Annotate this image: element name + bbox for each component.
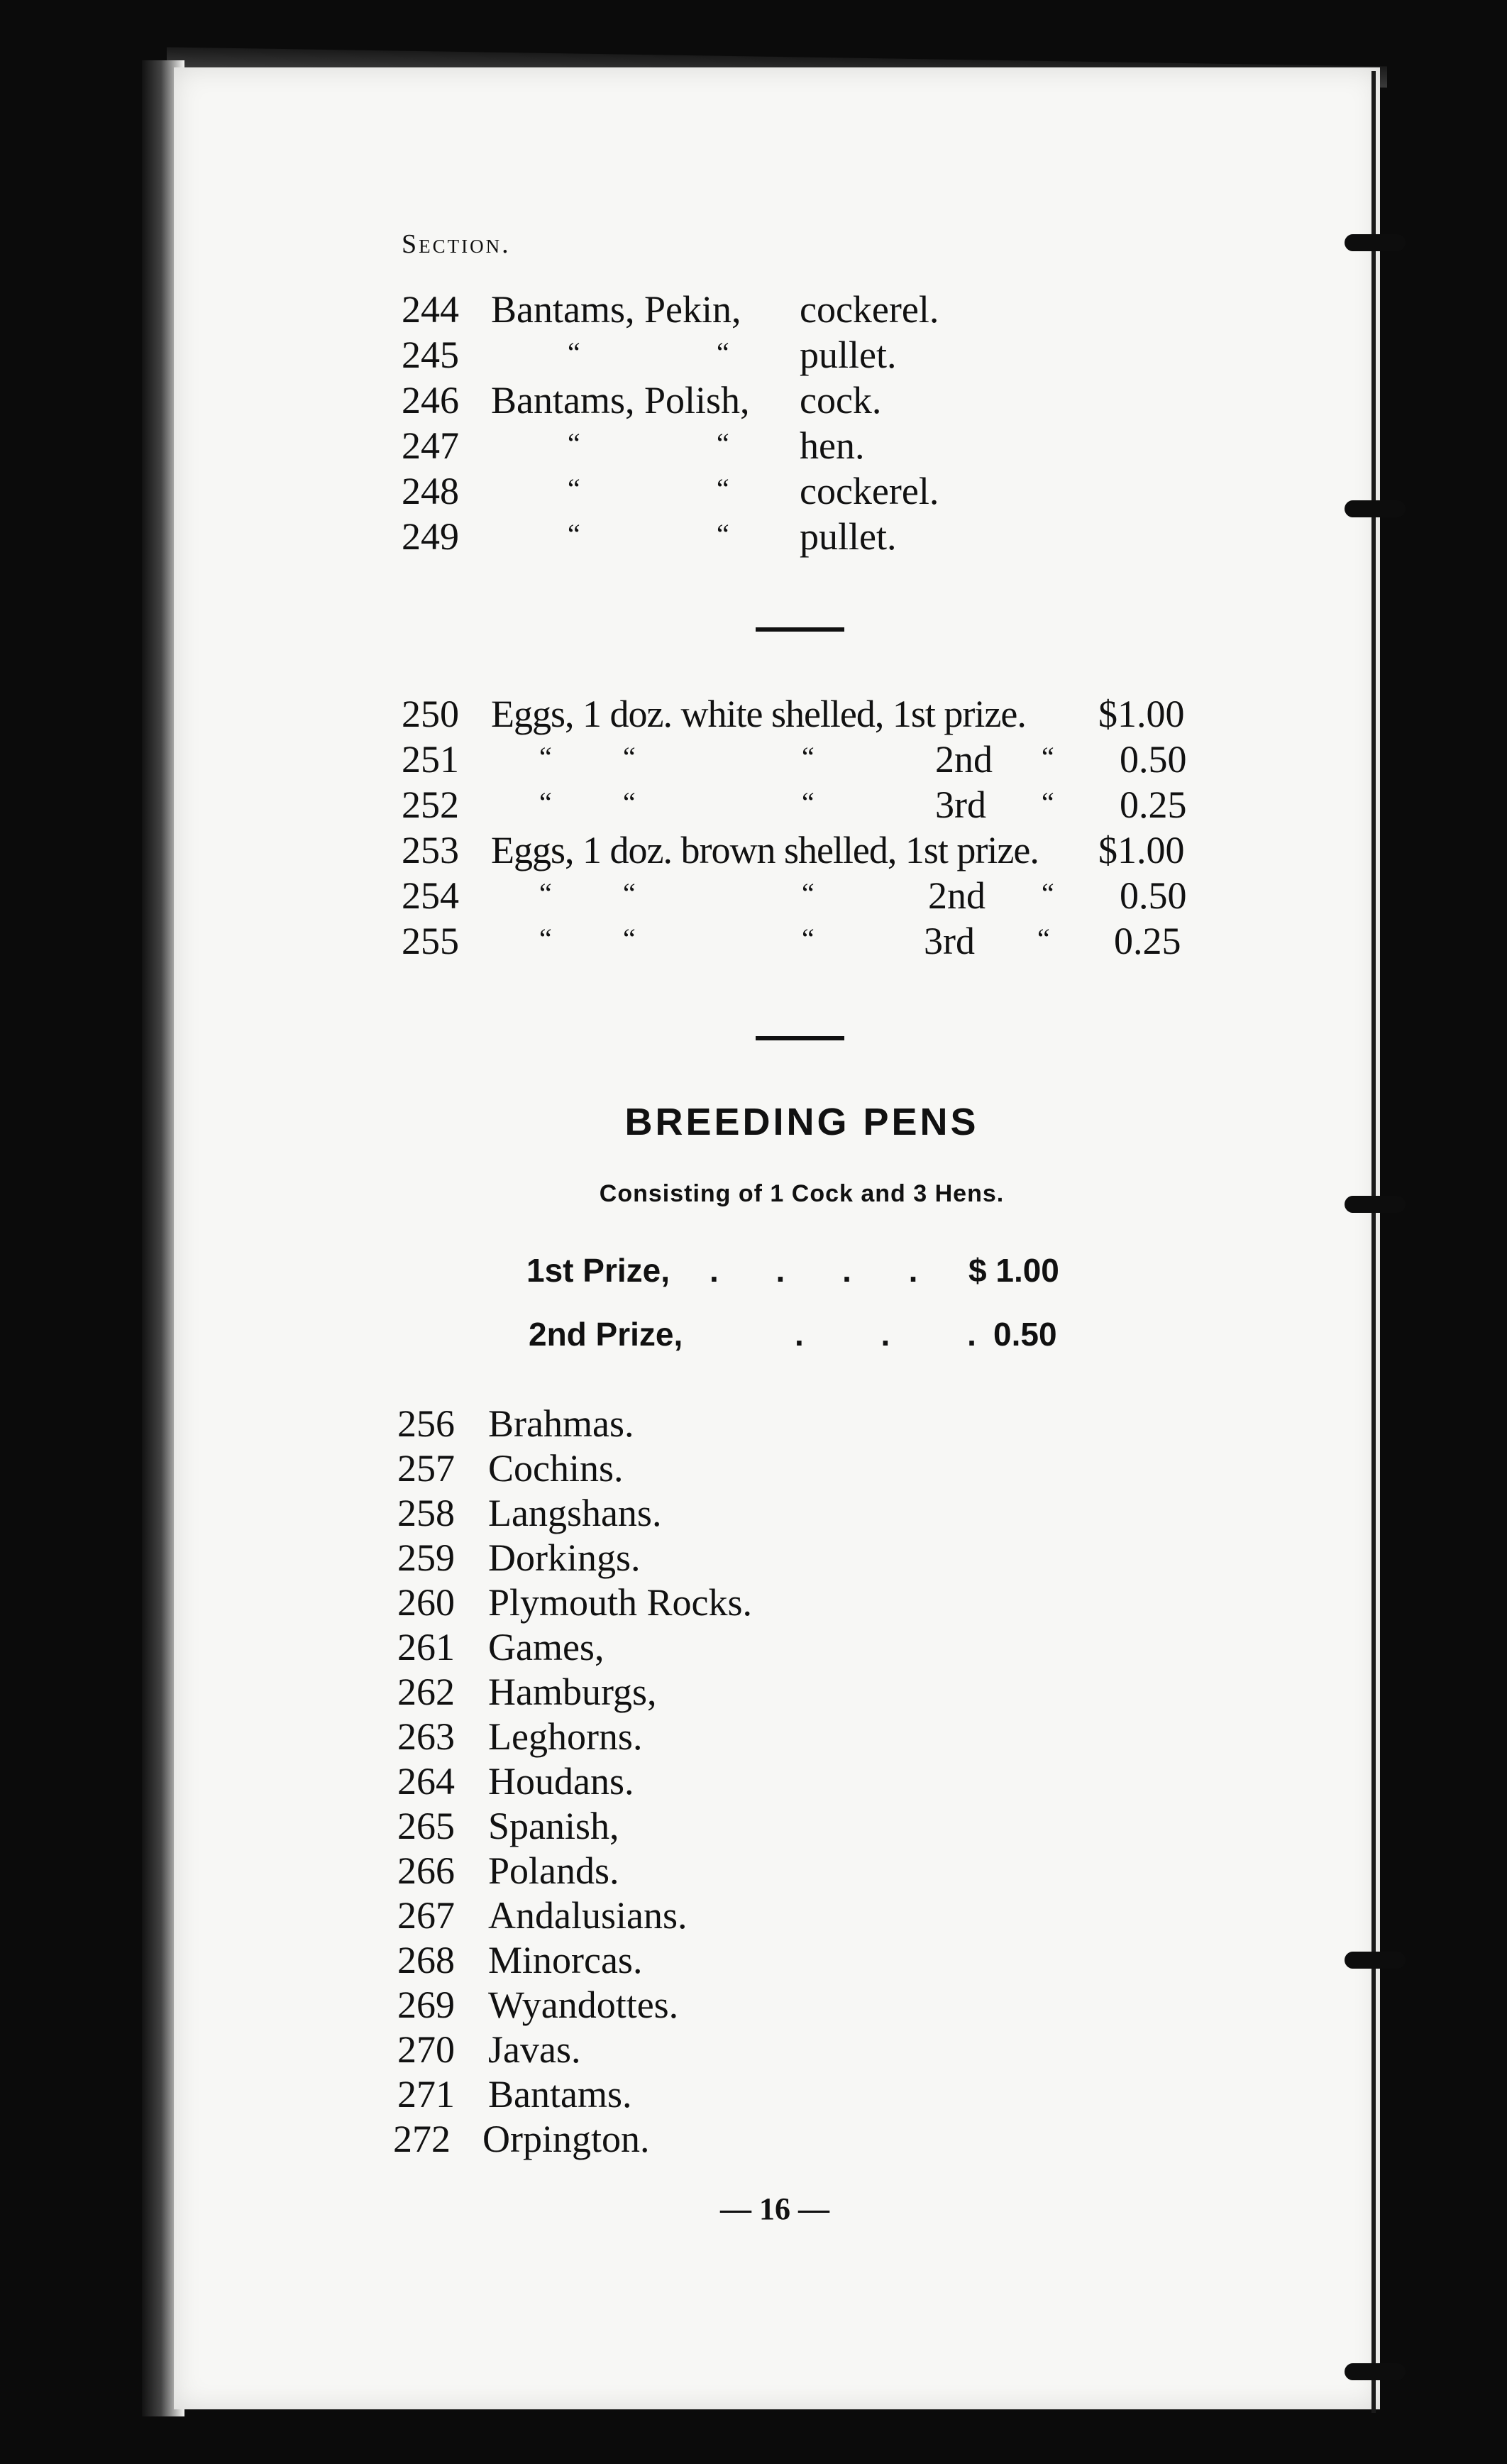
ditto-mark: “ (568, 336, 580, 368)
list-item (0, 1759, 1277, 1805)
breed-name: Plymouth Rocks. (488, 1581, 753, 1624)
section-number: 263 (397, 1715, 455, 1758)
breed-name: Bantams. (488, 2073, 632, 2116)
ditto-mark: “ (623, 741, 636, 773)
section-number: 270 (397, 2028, 455, 2071)
section-number: 251 (402, 738, 459, 781)
list-item (0, 1938, 1277, 1984)
breed-name: Orpington. (482, 2118, 650, 2160)
list-item (0, 1625, 1277, 1671)
prize-amount: 0.50 (1120, 738, 1187, 781)
prize-place: 3rd (935, 783, 986, 826)
section-number: 249 (402, 515, 459, 558)
breed-name: Minorcas. (488, 1939, 643, 1981)
ditto-mark: “ (717, 336, 729, 368)
prize-place: 3rd (924, 920, 975, 962)
list-item (0, 1804, 1277, 1849)
section-number: 265 (397, 1805, 455, 1847)
ditto-mark: “ (568, 473, 580, 505)
section-number: 248 (402, 470, 459, 512)
prize-place: 2nd (935, 738, 993, 781)
list-item (0, 828, 1277, 874)
list-item (0, 874, 1277, 919)
ditto-mark: “ (539, 786, 552, 818)
divider-rule (756, 1036, 844, 1040)
list-item (0, 1402, 1277, 1447)
egg-description: Eggs, 1 doz. white shelled, 1st prize. (491, 693, 1026, 735)
breed-name: Wyandottes. (488, 1984, 679, 2026)
prize-amount: $1.00 (1098, 829, 1185, 871)
binding-staple (1345, 500, 1406, 517)
breed-name: Bantams, Polish, (491, 379, 750, 422)
breed-name: Leghorns. (488, 1715, 643, 1758)
breed-name: Andalusians. (488, 1894, 688, 1937)
ditto-mark: “ (623, 923, 636, 955)
ditto-mark: “ (1042, 786, 1054, 818)
binding-staple (1345, 2363, 1406, 2380)
ditto-mark: “ (539, 877, 552, 909)
section-number: 246 (402, 379, 459, 422)
breeding-pens-heading: BREEDING PENS (624, 1101, 979, 1143)
prize-place: 2nd (928, 874, 986, 917)
list-item (0, 333, 1277, 378)
prize-amount: 0.50 (993, 1316, 1057, 1353)
ditto-mark: “ (802, 877, 815, 909)
section-number: 255 (402, 920, 459, 962)
ditto-mark: “ (1042, 741, 1054, 773)
class-name: hen. (800, 424, 865, 467)
list-item (0, 424, 1277, 469)
section-number: 260 (397, 1581, 455, 1624)
section-number: 272 (393, 2118, 451, 2160)
list-item (0, 1849, 1277, 1894)
ditto-mark: “ (539, 741, 552, 773)
section-number: 257 (397, 1447, 455, 1490)
section-number: 261 (397, 1626, 455, 1668)
page-number: — 16 — (720, 2191, 829, 2226)
section-number: 252 (402, 783, 459, 826)
breeding-pens-subtitle: Consisting of 1 Cock and 3 Hens. (599, 1180, 1005, 1207)
list-item (0, 783, 1277, 828)
section-number: 268 (397, 1939, 455, 1981)
list-item (0, 1491, 1277, 1536)
list-item (0, 2072, 1277, 2118)
breed-name: Bantams, Pekin, (491, 288, 741, 331)
list-item (0, 1983, 1277, 2028)
prize-amount: $1.00 (1098, 693, 1185, 735)
class-name: cockerel. (800, 470, 939, 512)
binding-staple (1345, 1952, 1406, 1969)
list-item (0, 2117, 1277, 2162)
list-item (0, 469, 1277, 515)
ditto-mark: “ (802, 786, 815, 818)
section-label: Section. (402, 229, 511, 259)
ditto-mark: “ (623, 786, 636, 818)
class-name: cockerel. (800, 288, 939, 331)
list-item (0, 287, 1277, 333)
breed-name: Dorkings. (488, 1536, 641, 1579)
spine-edge (1371, 71, 1376, 2413)
egg-description: Eggs, 1 doz. brown shelled, 1st prize. (491, 829, 1039, 871)
list-item (0, 515, 1277, 560)
list-item (0, 2028, 1277, 2073)
ditto-mark: “ (568, 518, 580, 550)
section-number: 254 (402, 874, 459, 917)
section-number: 262 (397, 1671, 455, 1713)
breed-name: Brahmas. (488, 1402, 634, 1445)
section-number: 271 (397, 2073, 455, 2116)
section-number: 256 (397, 1402, 455, 1445)
section-number: 250 (402, 693, 459, 735)
prize-amount: 0.25 (1120, 783, 1187, 826)
section-number: 247 (402, 424, 459, 467)
section-number: 266 (397, 1849, 455, 1892)
list-item (0, 1580, 1277, 1626)
breed-name: Hamburgs, (488, 1671, 657, 1713)
section-number: 267 (397, 1894, 455, 1937)
ditto-mark: “ (802, 923, 815, 955)
ditto-mark: “ (623, 877, 636, 909)
ditto-mark: “ (1042, 877, 1054, 909)
prize-amount: $ 1.00 (968, 1252, 1059, 1289)
divider-rule (756, 627, 844, 632)
ditto-mark: “ (717, 427, 729, 459)
breed-name: Games, (488, 1626, 605, 1668)
list-item (0, 1536, 1277, 1581)
ditto-mark: “ (717, 518, 729, 550)
list-item (0, 737, 1277, 783)
list-item (0, 919, 1277, 964)
ditto-mark: “ (539, 923, 552, 955)
list-item (0, 1446, 1277, 1492)
list-item (0, 692, 1277, 737)
prize-label: 2nd Prize, (529, 1316, 683, 1353)
class-name: pullet. (800, 515, 897, 558)
section-number: 253 (402, 829, 459, 871)
breed-name: Cochins. (488, 1447, 624, 1490)
list-item (0, 1893, 1277, 1939)
section-number: 269 (397, 1984, 455, 2026)
binding-staple (1345, 234, 1406, 251)
ditto-mark: “ (1037, 923, 1050, 955)
leader-dots: . . . (795, 1316, 1010, 1353)
list-item (0, 1670, 1277, 1715)
section-number: 259 (397, 1536, 455, 1579)
breed-name: Spanish, (488, 1805, 619, 1847)
section-number: 245 (402, 334, 459, 376)
leader-dots: . . . . (710, 1252, 942, 1289)
breed-name: Houdans. (488, 1760, 634, 1803)
class-name: pullet. (800, 334, 897, 376)
ditto-mark: “ (717, 473, 729, 505)
prize-amount: 0.50 (1120, 874, 1187, 917)
ditto-mark: “ (802, 741, 815, 773)
list-item (0, 1715, 1277, 1760)
section-number: 258 (397, 1492, 455, 1534)
ditto-mark: “ (568, 427, 580, 459)
section-number: 244 (402, 288, 459, 331)
breed-name: Polands. (488, 1849, 619, 1892)
section-number: 264 (397, 1760, 455, 1803)
prize-label: 1st Prize, (526, 1252, 670, 1289)
class-name: cock. (800, 379, 882, 422)
list-item (0, 378, 1277, 424)
breed-name: Langshans. (488, 1492, 662, 1534)
prize-amount: 0.25 (1114, 920, 1181, 962)
breed-name: Javas. (488, 2028, 581, 2071)
